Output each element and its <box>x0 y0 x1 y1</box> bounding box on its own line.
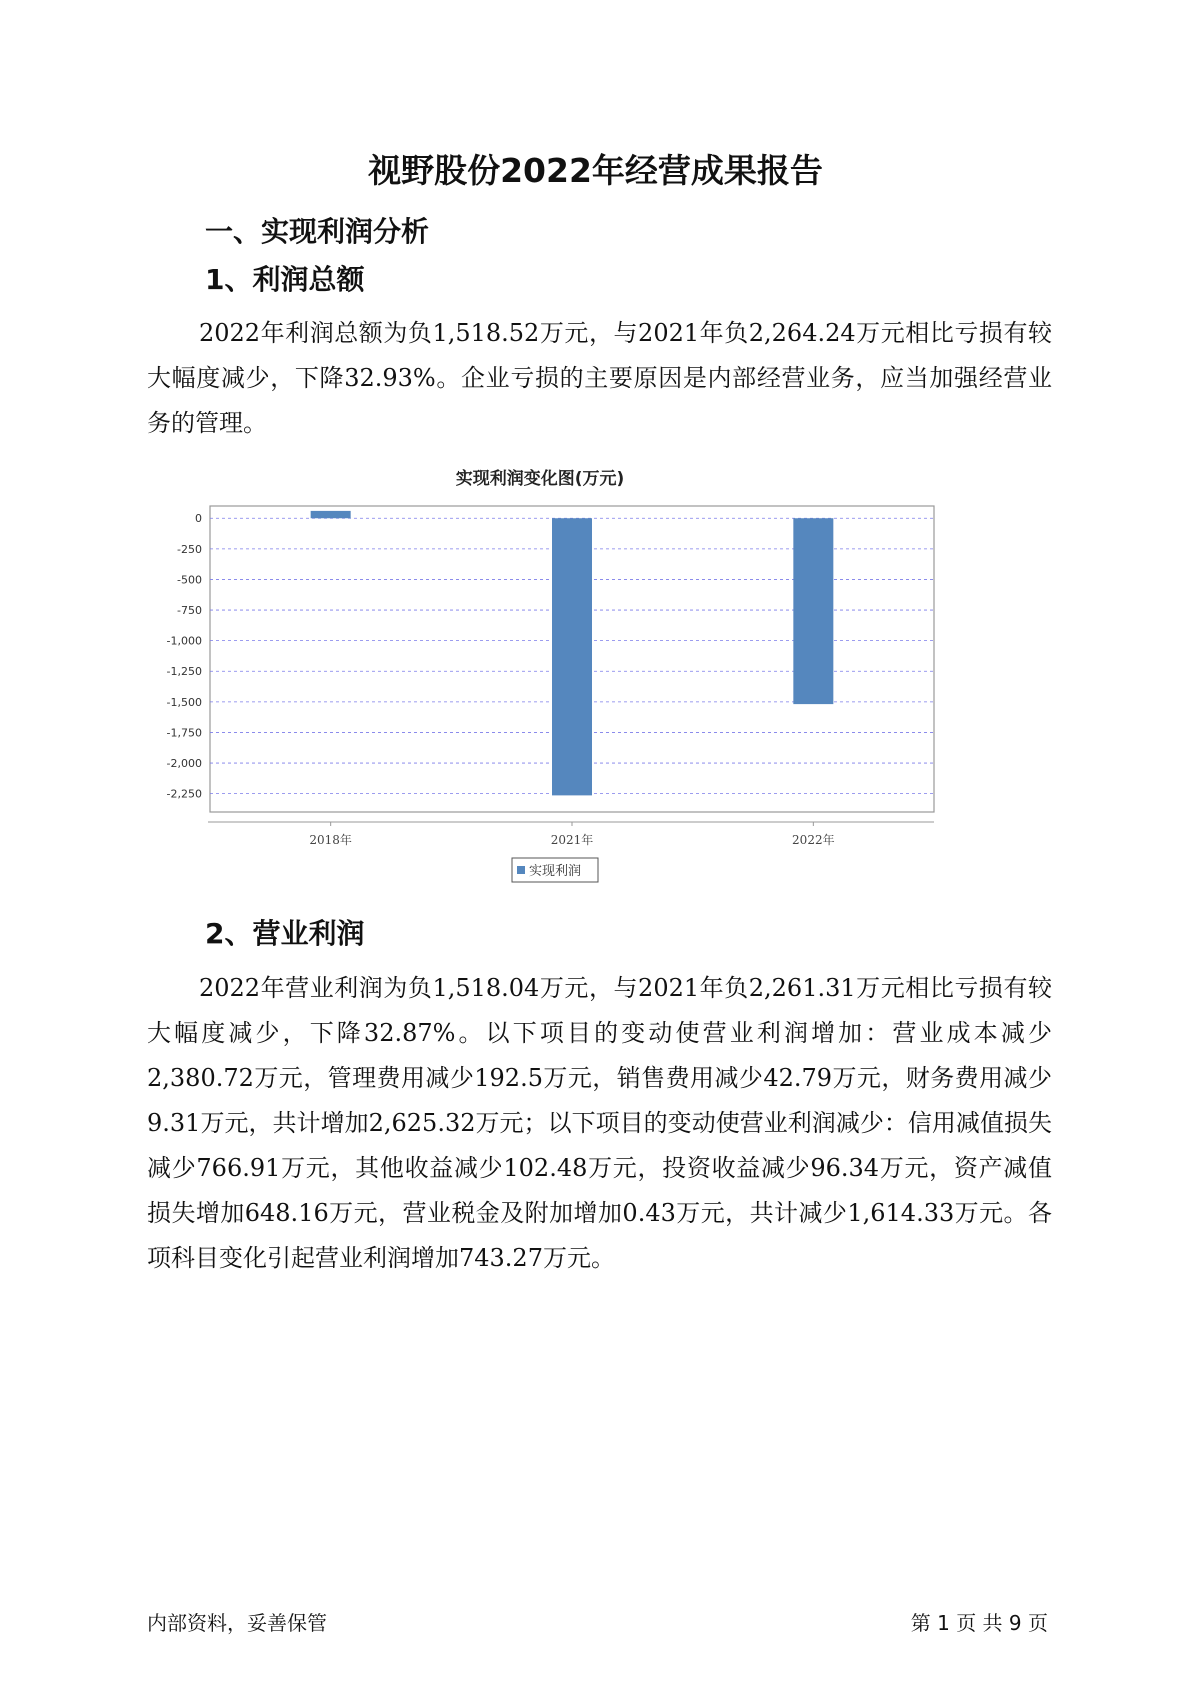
bar <box>311 511 351 518</box>
page-title: 视野股份2022年经营成果报告 <box>368 151 823 190</box>
chart-title: 实现利润变化图(万元) <box>455 469 625 489</box>
footer-page-number: 第 1 页 共 9 页 <box>910 1611 1048 1635</box>
bar <box>552 518 592 795</box>
y-tick-label: -2,000 <box>166 757 202 771</box>
y-tick-label: -1,250 <box>166 665 202 679</box>
section-heading-profit-analysis: 一、实现利润分析 <box>205 215 430 248</box>
legend-swatch <box>517 866 525 874</box>
y-tick-label: -750 <box>177 604 202 618</box>
subheading-total-profit: 1、利润总额 <box>205 263 365 296</box>
footer-confidential: 内部资料，妥善保管 <box>147 1611 327 1635</box>
profit-bar-chart <box>160 458 1040 958</box>
paragraph-operating-profit: 2022年营业利润为负1,518.04万元，与2021年负2,261.31万元相比亏损有较大幅度减少，下降32.87%。以下项目的变动使营业利润增加：营业成本减少2,380.72万元，管理费用减少192.5万元，销售费用减少42.79万元，财务费用减少9.31万元，共计增加2,625.32万元；以下项目的变动使营业利润减少：信用减值损失减少766.91万元，其他收益减少102.48万元，投资收益减少96.34万元，资产减值损失增加648.16万元，营业税金及附加增加0.43万元，共计减少1,614.33万元。各项科目变化引起营业利润增加743.27万元。 <box>147 974 1052 1272</box>
bar <box>793 518 833 704</box>
subheading-operating-profit: 2、营业利润 <box>205 917 365 950</box>
profit-chart <box>160 458 1040 958</box>
paragraph-total-profit: 2022年利润总额为负1,518.52万元，与2021年负2,264.24万元相比亏损有较大幅度减少，下降32.93%。企业亏损的主要原因是内部经营业务，应当加强经营业务的管理。 <box>147 319 1052 437</box>
x-tick-label: 2022年 <box>792 833 835 847</box>
y-tick-label: -1,750 <box>166 726 202 740</box>
y-tick-label: -250 <box>177 542 202 556</box>
y-tick-label: -2,250 <box>166 787 202 801</box>
y-tick-label: -1,000 <box>166 634 202 648</box>
legend-label: 实现利润 <box>529 864 582 879</box>
x-tick-label: 2021年 <box>550 833 594 847</box>
y-tick-label: 0 <box>195 512 202 526</box>
y-tick-label: -500 <box>177 573 202 587</box>
x-tick-label: 2018年 <box>309 833 352 847</box>
y-tick-label: -1,500 <box>166 695 202 709</box>
